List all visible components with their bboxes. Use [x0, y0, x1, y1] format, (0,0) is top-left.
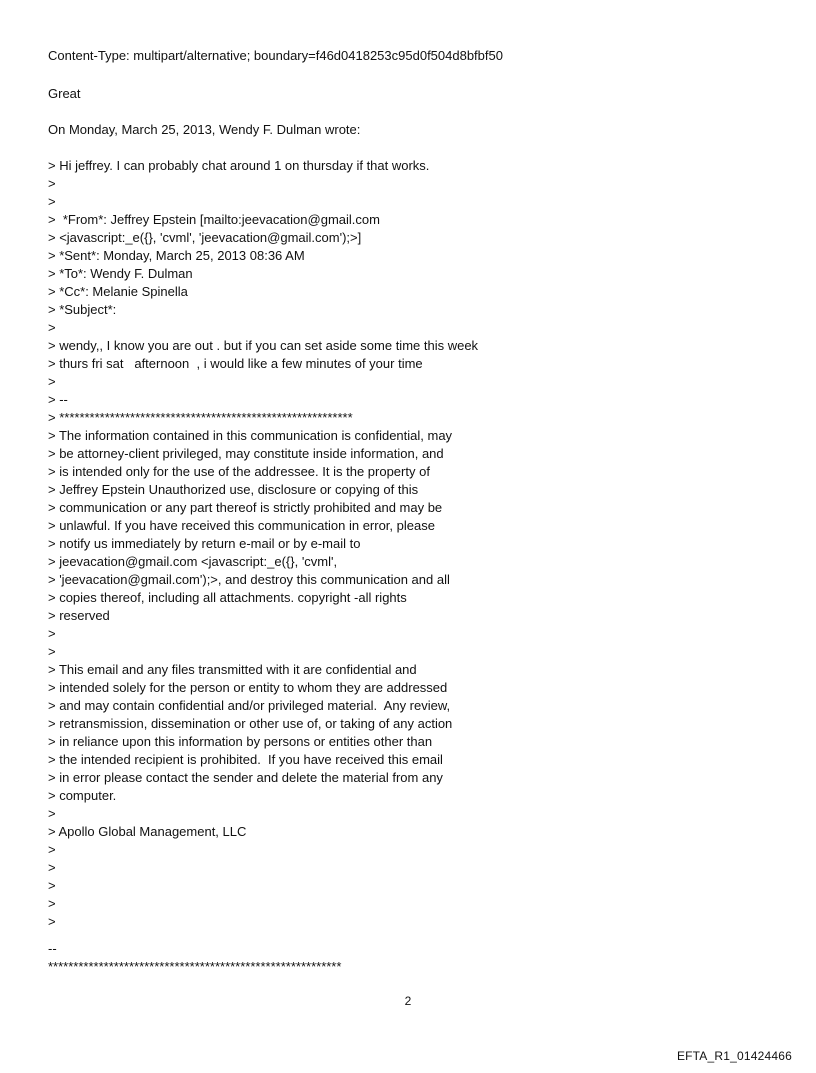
- quoted-line: > jeevacation@gmail.com <javascript:_e({}, 'cvml',: [48, 554, 338, 569]
- quoted-line: > *From*: Jeffrey Epstein [mailto:jeevacation@gmail.com: [48, 212, 380, 227]
- quoted-line: > 'jeevacation@gmail.com');>, and destroy this communication and all: [48, 572, 450, 587]
- quoted-line: > notify us immediately by return e-mail or by e-mail to: [48, 536, 361, 551]
- quoted-line: > *Subject*:: [48, 302, 117, 317]
- content-type-header: Content-Type: multipart/alternative; boundary=f46d0418253c95d0f504d8bfbf50: [48, 48, 503, 63]
- quoted-line: > *Sent*: Monday, March 25, 2013 08:36 AM: [48, 248, 305, 263]
- quoted-line: > **********************************************************: [48, 410, 353, 425]
- quoted-line: > copies thereof, including all attachments. copyright -all rights: [48, 590, 407, 605]
- quoted-line: > wendy,, I know you are out . but if you can set aside some time this week: [48, 338, 479, 353]
- quoted-line: > thurs fri sat afternoon , i would like a few minutes of your time: [48, 356, 423, 371]
- quoted-line: > Hi jeffrey. I can probably chat around 1 on thursday if that works.: [48, 158, 430, 173]
- quoted-line: > Jeffrey Epstein Unauthorized use, disclosure or copying of this: [48, 482, 419, 497]
- quoted-line: > This email and any files transmitted with it are confidential and: [48, 662, 417, 677]
- quoted-line: > computer.: [48, 788, 117, 803]
- quoted-line: >: [48, 176, 56, 191]
- quoted-line: >: [48, 806, 56, 821]
- quoted-line: > intended solely for the person or entity to whom they are addressed: [48, 680, 448, 695]
- quoted-line: >: [48, 914, 56, 929]
- quoted-line: >: [48, 194, 56, 209]
- quoted-line: > communication or any part thereof is strictly prohibited and may be: [48, 500, 443, 515]
- quoted-line: > reserved: [48, 608, 110, 623]
- quoted-line: > the intended recipient is prohibited. If you have received this email: [48, 752, 443, 767]
- quoted-line: > <javascript:_e({}, 'cvml', 'jeevacation@gmail.com');>]: [48, 230, 362, 245]
- quoted-line: > retransmission, dissemination or other use of, or taking of any action: [48, 716, 453, 731]
- quoted-line: > is intended only for the use of the addressee. It is the property of: [48, 464, 430, 479]
- signature-stars: **********************************************************: [48, 959, 342, 974]
- attribution-line: On Monday, March 25, 2013, Wendy F. Dulman wrote:: [48, 122, 361, 137]
- quoted-line: > unlawful. If you have received this communication in error, please: [48, 518, 435, 533]
- quoted-line: >: [48, 320, 56, 335]
- quoted-line: > and may contain confidential and/or privileged material. Any review,: [48, 698, 451, 713]
- quoted-line: > be attorney-client privileged, may constitute inside information, and: [48, 446, 444, 461]
- quoted-line: > --: [48, 392, 68, 407]
- quoted-line: >: [48, 860, 56, 875]
- reply-text: Great: [48, 86, 81, 101]
- document-id: EFTA_R1_01424466: [676, 1049, 792, 1063]
- quoted-line: > Apollo Global Management, LLC: [48, 824, 247, 839]
- quoted-line: >: [48, 626, 56, 641]
- quoted-line: > *To*: Wendy F. Dulman: [48, 266, 193, 281]
- page-number: 2: [404, 994, 412, 1008]
- quoted-line: >: [48, 644, 56, 659]
- quoted-line: >: [48, 896, 56, 911]
- quoted-line: > in reliance upon this information by persons or entities other than: [48, 734, 433, 749]
- quoted-line: >: [48, 878, 56, 893]
- quoted-line: > in error please contact the sender and delete the material from any: [48, 770, 443, 785]
- quoted-line: > *Cc*: Melanie Spinella: [48, 284, 188, 299]
- quoted-line: >: [48, 842, 56, 857]
- quoted-line: >: [48, 374, 56, 389]
- signature-separator: --: [48, 941, 57, 956]
- quoted-line: > The information contained in this communication is confidential, may: [48, 428, 453, 443]
